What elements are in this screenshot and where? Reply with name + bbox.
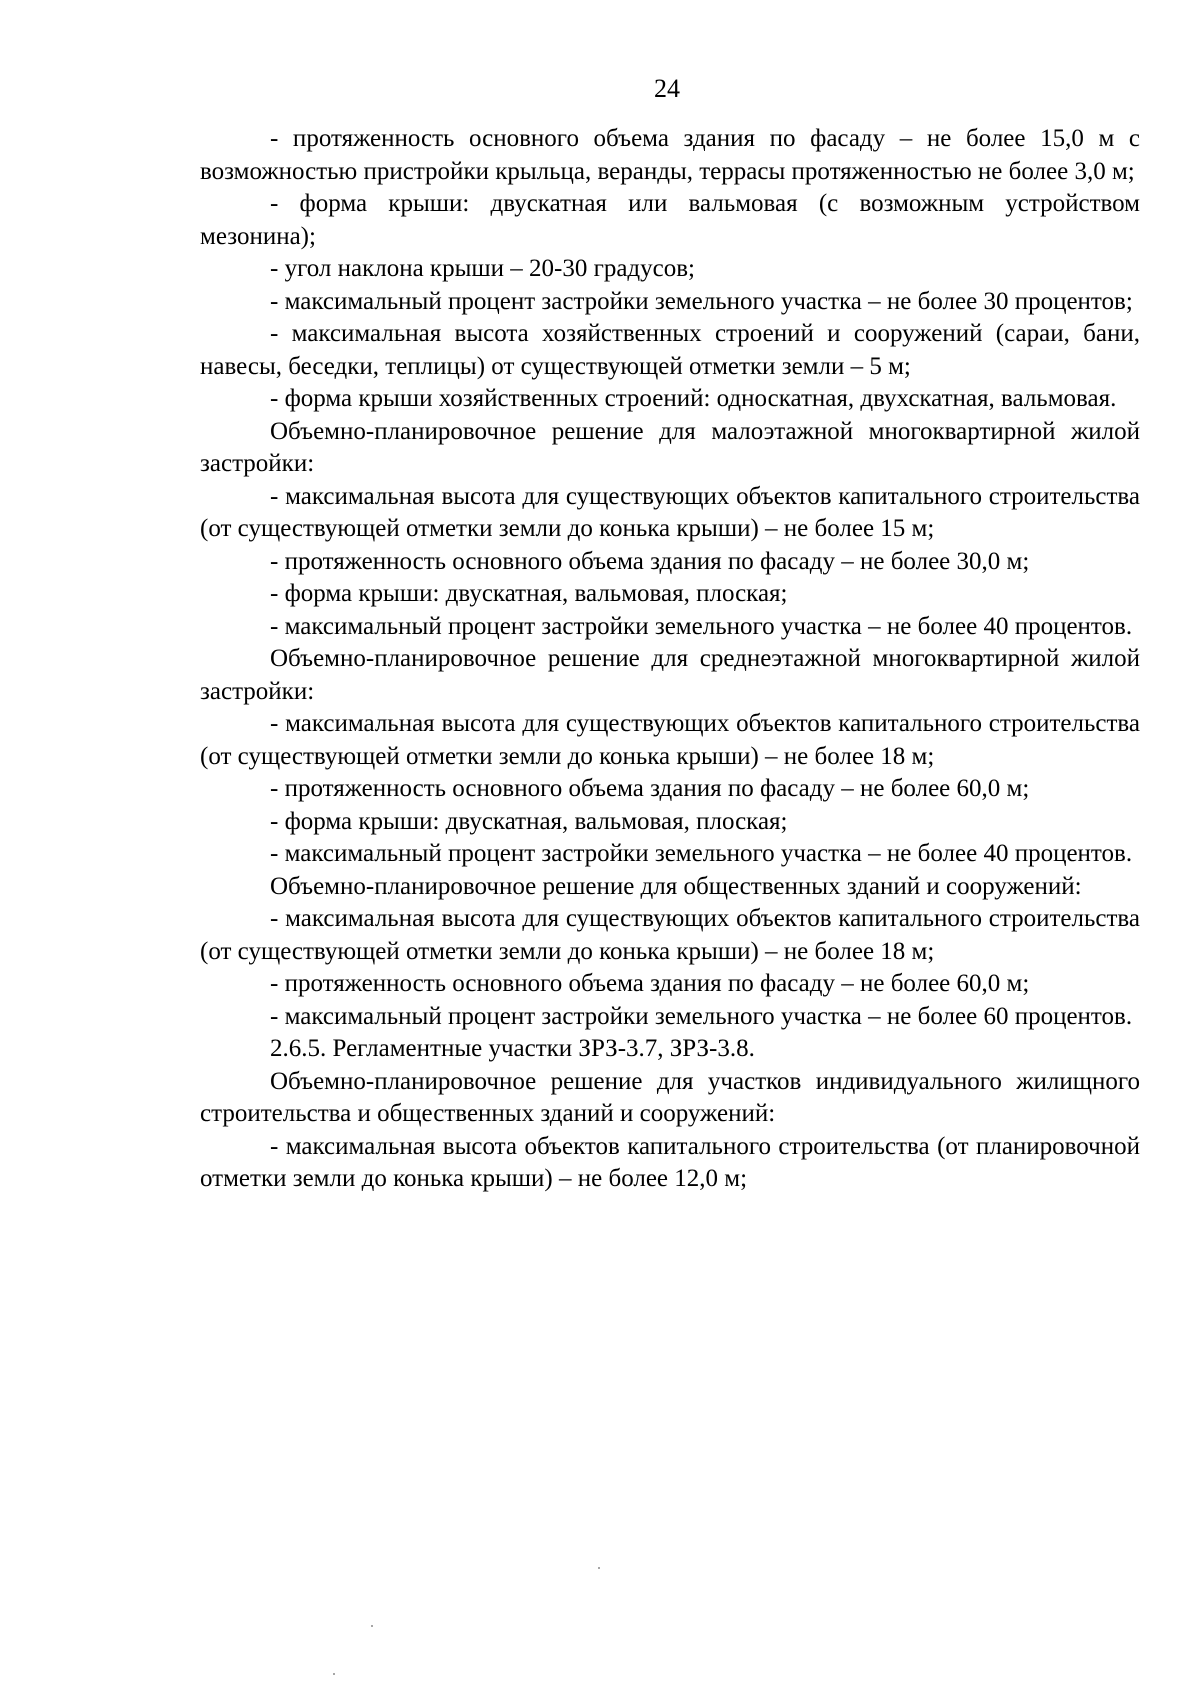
scan-speck xyxy=(371,1625,373,1627)
paragraph: - угол наклона крыши – 20-30 градусов; xyxy=(270,255,695,282)
paragraph: - протяженность основного объема здания по фасаду – не более 60,0 м; xyxy=(270,775,1030,802)
scan-speck xyxy=(598,1567,600,1569)
document-body xyxy=(200,123,1140,1196)
paragraph: Объемно-планировочное решение для участков индивидуального жилищного строительства и общественных зданий и сооружений: xyxy=(200,1067,1140,1127)
paragraph: Объемно-планировочное решение для малоэтажной многоквартирной жилой застройки: xyxy=(200,417,1140,477)
paragraph: - форма крыши: двускатная, вальмовая, плоская; xyxy=(270,580,788,607)
paragraph: - протяженность основного объема здания по фасаду – не более 15,0 м с возможностью пристройки крыльца, веранды, террасы протяженностью не более 3,0 м; xyxy=(200,125,1140,185)
paragraph: - максимальная высота для существующих объектов капитального строительства (от существующей отметки земли до конька крыши) – не более 18 м; xyxy=(200,905,1140,965)
paragraph: - максимальная высота для существующих объектов капитального строительства (от существующей отметки земли до конька крыши) – не более 18 м; xyxy=(200,710,1140,770)
paragraph: - максимальная высота объектов капитального строительства (от планировочной отметки земли до конька крыши) – не более 12,0 м; xyxy=(200,1132,1140,1192)
paragraph: - протяженность основного объема здания по фасаду – не более 60,0 м; xyxy=(270,970,1030,997)
scan-speck xyxy=(333,1673,335,1675)
paragraph: - максимальная высота хозяйственных строений и сооружений (сараи, бани, навесы, беседки, теплицы) от существующей отметки земли – 5 м; xyxy=(200,320,1140,380)
paragraph: - протяженность основного объема здания по фасаду – не более 30,0 м; xyxy=(270,547,1030,575)
paragraph: 2.6.5. Регламентные участки ЗРЗ-3.7, ЗРЗ-3.8. xyxy=(270,1035,755,1062)
paragraph: - максимальный процент застройки земельного участка – не более 40 процентов. xyxy=(270,840,1133,867)
paragraph: - форма крыши: двускатная, вальмовая, плоская; xyxy=(270,807,788,835)
paragraph: - максимальная высота для существующих объектов капитального строительства (от существующей отметки земли до конька крыши) – не более 15 м; xyxy=(200,482,1140,542)
paragraph: - максимальный процент застройки земельного участка – не более 60 процентов. xyxy=(270,1002,1133,1030)
paragraph: - максимальный процент застройки земельного участка – не более 40 процентов. xyxy=(270,612,1133,640)
paragraph: - форма крыши хозяйственных строений: односкатная, двухскатная, вальмовая. xyxy=(270,385,1117,412)
paragraph: - форма крыши: двускатная или вальмовая (с возможным устройством мезонина); xyxy=(200,190,1140,250)
paragraph: Объемно-планировочное решение для общественных зданий и сооружений: xyxy=(270,872,1082,900)
paragraph: Объемно-планировочное решение для среднеэтажной многоквартирной жилой застройки: xyxy=(200,645,1140,705)
page-number: 24 xyxy=(654,74,680,103)
paragraph: - максимальный процент застройки земельного участка – не более 30 процентов; xyxy=(270,287,1133,315)
